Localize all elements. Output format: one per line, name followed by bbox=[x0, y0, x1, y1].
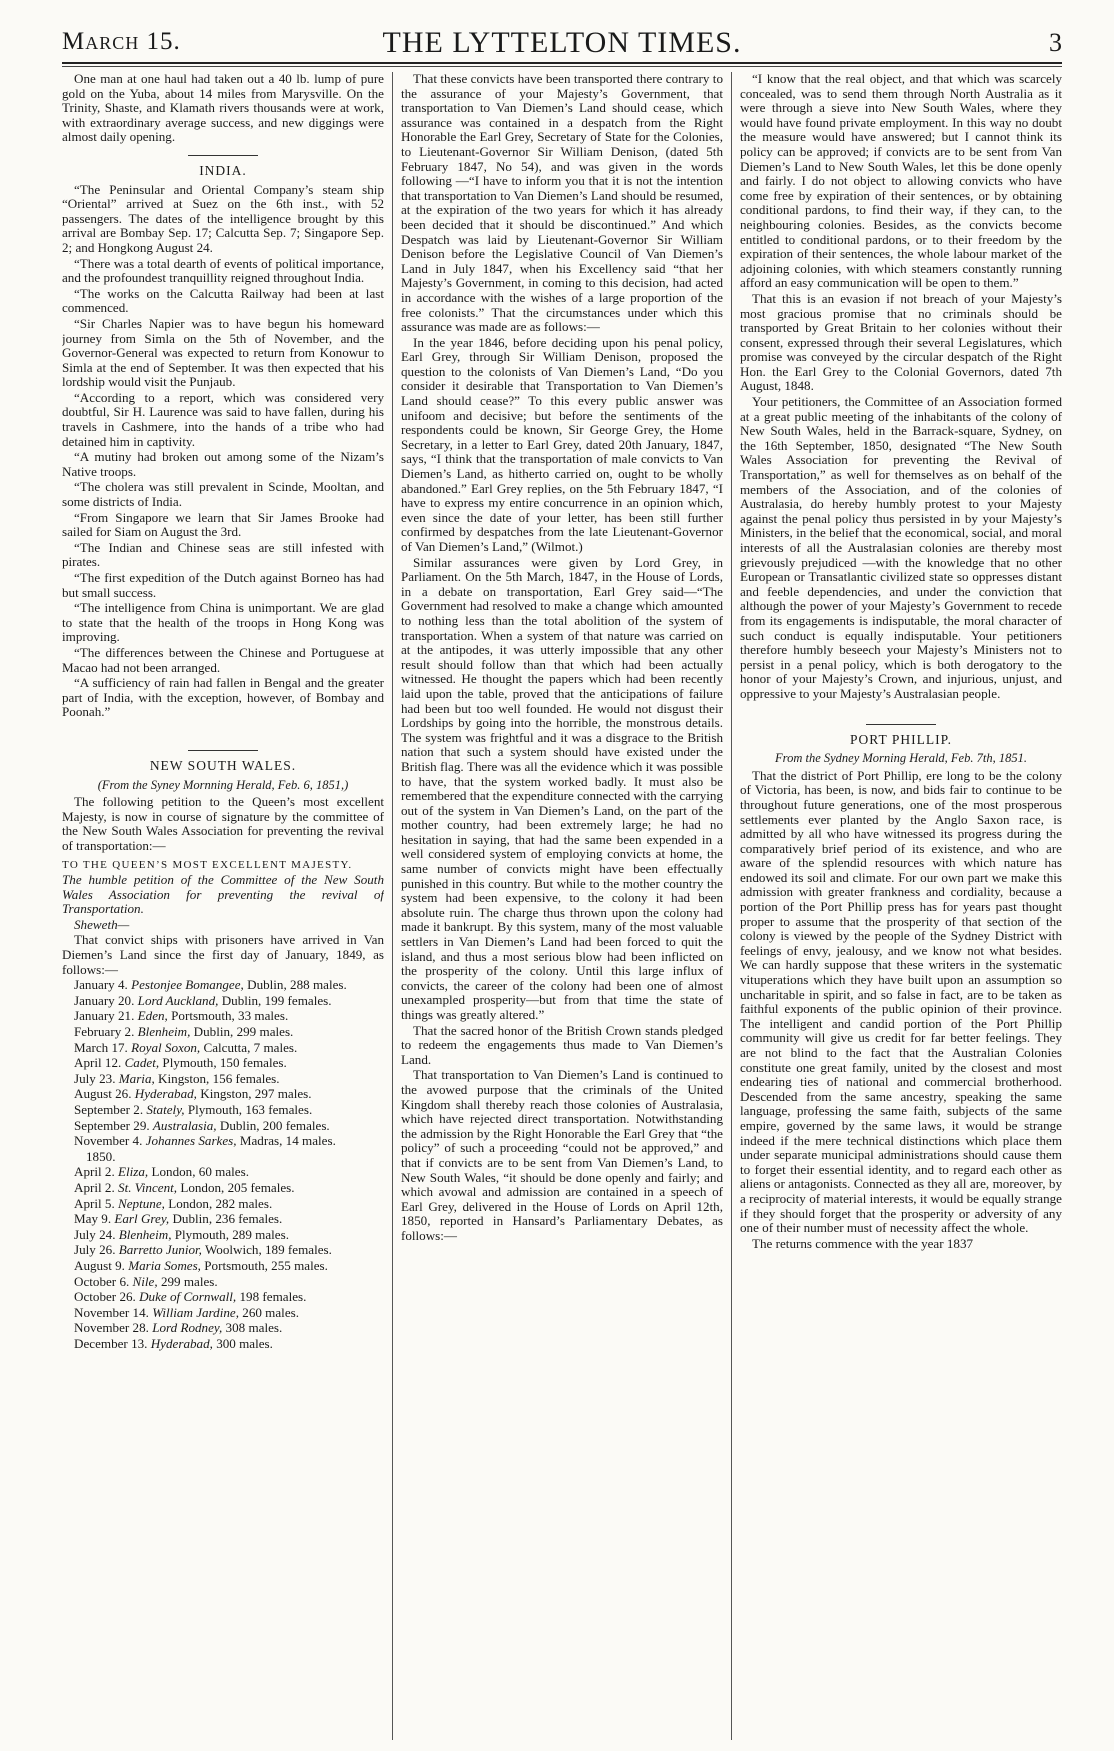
article-paragraph: That these convicts have been transported there contrary to the assurance of your Majesty’s Government, that transportation to Van Diemen’s Land should cease, which assurance was contained in a despatch from the Right Honorable the Earl Grey, Secretary of State for the Colonies, to Lieutenant-Governor Sir William Denison, (dated 5th February 1847, No 54), and was given in the words following —“I have to inform you that it is not the intention that transportation to Van Diemen’s Land should be resumed, at the expiration of the two years for which it has already been decided that it should be discontinued.” And which Despatch was laid by Lieutenant-Governor Sir William Denison before the Legislative Council of Van Diemen’s Land in July 1847, when his Excellency said “that her Majesty’s Government, in coming to this decision, had acted in accordance with the wishes of a large proportion of the free colonists.” That the circumstances under which this assurance was made are as follows:— bbox=[401, 72, 723, 335]
ship-rest: Calcutta, 7 males. bbox=[203, 1039, 298, 1055]
column-1 bbox=[62, 72, 384, 1740]
ship-date: November 14. bbox=[74, 1304, 149, 1320]
ship-name: Hyderabad, bbox=[134, 1086, 197, 1102]
ship-date: April 2. bbox=[74, 1164, 115, 1180]
ship-rest: Portsmouth, 255 males. bbox=[204, 1257, 328, 1273]
article-paragraph: Your petitioners, the Committee of an Association formed at a great public meeting of the inhabitants of the colony of New South Wales, held in the Barrack-square, Sydney, on the 16th September, 1850, designated “The New South Wales Association for preventing the Revival of Transportation,” as well for themselves as on behalf of the members of the Association, and of the colonies of Australasia, do hereby humbly protest to your Majesty against the penal policy thus persisted in by your Majesty’s Ministers, in the belief that the economical, social, and moral interests of all the Australasian colonies are thereby most grievously prejudiced —with the knowledge that no other European or Transatlantic civilized state so oppresses distant and feeble dependencies, and under the conviction that although the power of your Majesty’s Government to recede from its engagements is indisputable, the moral character of such conduct is equally indisputable. Your petitioners therefore humbly beseech your Majesty’s Ministers not to persist in a penal policy, which is both derogatory to the honor of your Majesty’s Crown, and injurious, unjust, and oppressive to your Majesty’s Australasian people. bbox=[740, 394, 1062, 701]
ship-date: December 13. bbox=[74, 1335, 148, 1351]
article-paragraph: The returns commence with the year 1837 bbox=[752, 1235, 974, 1251]
ship-rest: Dublin, 236 females. bbox=[172, 1211, 283, 1227]
ship-name: Blenheim, bbox=[118, 1226, 172, 1242]
ship-name: Lord Auckland, bbox=[137, 992, 219, 1008]
ship-date: January 20. bbox=[74, 992, 135, 1008]
article-paragraph: “The intelligence from China is unimportant. We are glad to state that the health of the troops in Hong Kong was improving. bbox=[62, 600, 384, 645]
ship-date: January 4. bbox=[74, 977, 128, 993]
ship-rest: Kingston, 156 females. bbox=[158, 1070, 280, 1086]
ship-entry bbox=[62, 1306, 384, 1321]
ship-entry bbox=[62, 1165, 384, 1180]
article-paragraph: That transportation to Van Diemen’s Land is continued to the avowed purpose that the criminals of the United Kingdom shall thereby reach those colonies of Australasia, which have rejected direct transportation. Notwithstanding the admission by the Right Honorable the Earl Grey that “the policy” of such a proceeding “could not be approved,” and that if convicts are to be sent from Van Diemen’s Land, to New South Wales, “it should be done openly and fairly; and which avowal and admission are contained in a speech of Earl Grey, delivered in the House of Lords on April 12th, 1850, reported in Hansard’s Parliamentary Debates, as follows:— bbox=[401, 1067, 723, 1243]
ship-date: July 24. bbox=[74, 1226, 116, 1242]
article-paragraph: “Sir Charles Napier was to have begun his homeward journey from Simla on the 5th of November, and the Governor-General was expected to return from Konowur to Simla at the end of September. It was then expected that his lordship would visit the Punjaub. bbox=[62, 315, 384, 390]
article-paragraph: One man at one haul had taken out a 40 lb. lump of pure gold on the Yuba, about 14 miles from Marysville. On the Trinity, Shaste, and Klamath rivers thousands were at work, with extraordinary average success, and new diggings were almost daily opening. bbox=[62, 72, 384, 145]
section-divider bbox=[188, 750, 258, 751]
article-paragraph: That the sacred honor of the British Crown stands pledged to redeem the engagements thus made to Van Diemen’s Land. bbox=[401, 1022, 723, 1067]
ship-rest: Dublin, 288 males. bbox=[247, 977, 347, 993]
nsw-source: (From the Syney Mornning Herald, Feb. 6, 1851,) bbox=[97, 777, 349, 792]
page-number: 3 bbox=[1049, 28, 1062, 57]
ship-entry bbox=[62, 1212, 384, 1227]
ship-rest: 299 males. bbox=[160, 1273, 218, 1289]
newspaper-title: THE LYTTELTON TIMES. bbox=[382, 26, 742, 59]
ship-name: Australasia, bbox=[152, 1117, 217, 1133]
ship-name: Earl Grey, bbox=[114, 1211, 170, 1227]
ship-rest: 300 males. bbox=[216, 1335, 273, 1351]
ship-rest: Dublin, 199 females. bbox=[221, 992, 332, 1008]
ship-name: Blenheim, bbox=[137, 1024, 191, 1040]
article-paragraph: “From Singapore we learn that Sir James Brooke had sailed for Siam on August the 3rd. bbox=[62, 509, 384, 540]
ship-entry bbox=[62, 1056, 384, 1071]
ship-entry bbox=[62, 978, 384, 993]
ship-rest: Woolwich, 189 females. bbox=[204, 1242, 332, 1258]
ship-rest: Madras, 14 males. bbox=[239, 1133, 336, 1149]
ship-rest: London, 282 males. bbox=[168, 1195, 273, 1211]
ship-entry bbox=[62, 1134, 384, 1149]
ship-date: April 2. bbox=[74, 1179, 115, 1195]
ship-date: January 21. bbox=[74, 1008, 135, 1024]
masthead bbox=[62, 18, 1062, 62]
ship-rest: Plymouth, 150 females. bbox=[162, 1055, 287, 1071]
ship-entry bbox=[62, 1025, 384, 1040]
petition-sheweth: Sheweth— bbox=[74, 916, 130, 932]
article-paragraph: In the year 1846, before deciding upon his penal policy, Earl Grey, through Sir William Denison, proposed the question to the colonists of Van Diemen’s Land, “Do you consider it desirable that Transportation to Van Diemen’s Land should cease?” To this every public answer was unifoom and decisive; but before the sentiments of the respondents could be known, Sir George Grey, the Home Secretary, in a letter to Earl Grey, dated 20th January, 1847, says, “I think that the transportation of male convicts to Van Diemen’s Land, as hitherto carried on, ought to be wholly abandoned.” Earl Grey replies, on the 5th February 1847, “I have to express my entire concurrence in an opinion which, even since the date of your letter, has been still further confirmed by despatches from the late Lieutenant-Governor of Van Diemen’s Land,” (Wilmot.) bbox=[401, 334, 723, 554]
ship-date: July 26. bbox=[74, 1242, 116, 1258]
ship-entry bbox=[62, 1087, 384, 1102]
ship-name: Maria Somes, bbox=[128, 1257, 201, 1273]
ship-list-1850 bbox=[62, 1165, 384, 1351]
article-paragraph: “The cholera was still prevalent in Scinde, Mooltan, and some districts of India. bbox=[62, 479, 384, 510]
section-heading-port-phillip: PORT PHILLIP. bbox=[850, 731, 952, 747]
article-paragraph: “The Indian and Chinese seas are still infested with pirates. bbox=[62, 539, 384, 570]
article-paragraph: “I know that the real object, and that which was scarcely concealed, was to send them through North Australia as it were through a sieve into New South Wales, where they would have found private employment. In this way no doubt the measure would have answered; but I cannot think its policy can be approved; if convicts are to be sent from Van Diemen’s Land to New South Wales, let this be done openly and fairly. I do not object to allowing convicts who have come free by expiration of their sentences, or by obtaining conditional pardons, to find their way, if they can, to the neighbouring colonies. Besides, as the convicts become entitled to conditional pardons, or to their freedom by the expiration of their sentences, the whole labour market of the adjoining colonies, with which steamers constantly running afford an easy communication will be open to them.” bbox=[740, 72, 1062, 291]
ship-rest: Plymouth, 289 males. bbox=[174, 1226, 289, 1242]
ship-name: Cadet, bbox=[124, 1055, 160, 1071]
article-paragraph: “The differences between the Chinese and Portuguese at Macao had not been arranged. bbox=[62, 644, 384, 675]
ship-name: Barretto Junior, bbox=[118, 1242, 202, 1258]
article-paragraph: “The Peninsular and Oriental Company’s steam ship “Oriental” arrived at Suez on the 6th inst., with 52 passengers. The dates of the intelligence brought by this arrival are Bombay Sep. 17; Calcutta Sep. 7; Singapore Sep. 2; and Hongkong August 24. bbox=[62, 181, 384, 255]
ship-list-1849 bbox=[62, 978, 384, 1149]
ship-entry bbox=[62, 994, 384, 1009]
ship-entry bbox=[62, 1228, 384, 1243]
ship-name: William Jardine, bbox=[152, 1304, 239, 1320]
ship-date: August 26. bbox=[74, 1086, 132, 1102]
section-heading-india: INDIA. bbox=[199, 162, 247, 178]
section-divider bbox=[188, 155, 258, 156]
issue-date: March 15. bbox=[62, 28, 181, 55]
ship-entry bbox=[62, 1009, 384, 1024]
article-paragraph: “A sufficiency of rain had fallen in Bengal and the greater part of India, with the exception, however, of Bombay and Poonah.” bbox=[62, 675, 384, 720]
petition-title: The humble petition of the Committee of the New South Wales Association for preventing the revival of Transportation. bbox=[62, 872, 384, 917]
masthead-rule-thin bbox=[62, 66, 1062, 67]
ship-date: October 6. bbox=[74, 1273, 130, 1289]
masthead-rule bbox=[62, 62, 1062, 64]
ship-name: Duke of Cornwall, bbox=[139, 1289, 237, 1305]
ship-date: February 2. bbox=[74, 1024, 135, 1040]
article-paragraph: Similar assurances were given by Lord Grey, in Parliament. On the 5th March, 1847, in the House of Lords, in a debate on transportation, Earl Grey said—“The Government had resolved to make a change which amounted to nothing less than the total abolition of the system of transportation. When a system of that nature was carried on at the antipodes, it was utterly impossible that any other result should follow than that which had been actually witnessed. He thought the papers which had been recently laid upon the table, proved that the anticipations of failure had been but too well founded. He would not disgust their Lordships by going into the horrible, the monstrous details. The system was frightful and it was a disgrace to the British nation that such a system should have existed under the British flag. There was all the evidence which it was possible to have, that the system worked badly. It must also be remembered that the expenditure connected with the carrying out of the system in Van Diemen’s Land, on the part of the mother country, had been extremely large; he had no hesitation in saying, that had the same been expended in a well considered system of employing convicts at home, the same number of convicts might have been effectually punished in this country. But while to the mother country the system had been expensive, to the colony it had been absolute ruin. The charge thus thrown upon the colony had made it bankrupt. By this system, many of the most valuable settlers in Van Diemen’s Land had been forced to quit the island, and thus a most serious blow had been inflicted on the prosperity of the colony. Until this large influx of convicts, the career of the colony had been one of almost unexampled prosperity—but from that time the state of things was greatly altered.” bbox=[401, 554, 723, 1022]
ship-name: St. Vincent, bbox=[118, 1179, 178, 1195]
ship-date: August 9. bbox=[74, 1257, 125, 1273]
article-paragraph: That convict ships with prisoners have arrived in Van Diemen’s Land since the first day of January, 1849, as follows:— bbox=[62, 932, 384, 977]
article-paragraph: “According to a report, which was considered very doubtful, Sir H. Laurence was said to have fallen, during his travels in Cashmere, into the hands of a tribe who had detained him in captivity. bbox=[62, 389, 384, 449]
section-divider bbox=[866, 724, 936, 725]
ship-rest: London, 205 females. bbox=[180, 1179, 295, 1195]
ship-entry bbox=[62, 1321, 384, 1336]
ship-name: Maria, bbox=[118, 1070, 155, 1086]
ship-date: May 9. bbox=[74, 1211, 112, 1227]
ship-entry bbox=[62, 1337, 384, 1352]
article-paragraph: “A mutiny had broken out among some of the Nizam’s Native troops. bbox=[62, 449, 384, 479]
ship-rest: London, 60 males. bbox=[151, 1164, 249, 1180]
ship-name: Johannes Sarkes, bbox=[145, 1133, 237, 1149]
ship-date: October 26. bbox=[74, 1289, 136, 1305]
ship-name: Pestonjee Bomangee, bbox=[131, 977, 244, 993]
ship-name: Eden, bbox=[137, 1008, 168, 1024]
ship-date: September 29. bbox=[74, 1117, 150, 1133]
ship-entry bbox=[62, 1259, 384, 1274]
ship-name: Hyderabad, bbox=[150, 1335, 213, 1351]
ship-date: April 5. bbox=[74, 1195, 115, 1211]
ship-rest: 260 males. bbox=[242, 1304, 299, 1320]
india-article bbox=[62, 183, 384, 720]
ship-date: November 28. bbox=[74, 1320, 149, 1336]
ship-name: Neptune, bbox=[118, 1195, 165, 1211]
ship-rest: 308 males. bbox=[225, 1320, 283, 1336]
ship-date: April 12. bbox=[74, 1055, 122, 1071]
ship-entry bbox=[62, 1197, 384, 1212]
article-paragraph: That this is an evasion if not breach of your Majesty’s most gracious promise that no criminals should be transported by Great Britain to her colonies without their consent, expressed through their several Legislatures, which promise was conveyed by the circular despatch of the Right Hon. the Earl Grey to the Colonial Governors, dated 7th August, 1848. bbox=[740, 290, 1062, 394]
ship-entry bbox=[62, 1181, 384, 1196]
petition-address: TO THE QUEEN’S MOST EXCELLENT MAJESTY. bbox=[62, 858, 353, 871]
article-paragraph: “The works on the Calcutta Railway had been at last commenced. bbox=[62, 285, 384, 316]
ship-rest: Dublin, 299 males. bbox=[193, 1024, 294, 1040]
ship-date: September 2. bbox=[74, 1102, 144, 1117]
ship-name: Nile, bbox=[132, 1273, 158, 1289]
ship-entry bbox=[62, 1041, 384, 1056]
port-phillip-article bbox=[740, 769, 1062, 1252]
ship-entry bbox=[62, 1103, 384, 1118]
year-label: 1850. bbox=[86, 1148, 116, 1164]
ship-name: Royal Soxon, bbox=[131, 1039, 201, 1055]
ship-entry bbox=[62, 1119, 384, 1134]
ship-entry bbox=[62, 1072, 384, 1087]
port-phillip-source: From the Sydney Morning Herald, Feb. 7th, 1851. bbox=[775, 751, 1027, 766]
petition-continued bbox=[740, 72, 1062, 702]
column-2 bbox=[401, 72, 723, 1740]
article-paragraph: That the district of Port Phillip, ere long to be the colony of Victoria, has been, is now, and bids fair to continue to be throughout future generations, one of the most prosperous settlements ever planted by the Anglo Saxon race, is admitted by all who have witnessed its progress during the comparatively brief period of its existence, and who are aware of the splendid resources with which nature has endowed its soil and climate. For our own part we make this admission with greater frankness and cordiality, because a portion of the Port Phillip press has for years past thought proper to assume that the prosperity of that section of the colony is viewed by the people of the Sydney District with feelings of envy, jealousy, and we know not what besides. We can hardly suppose that these writers in the systematic vituperations which they have built upon an assumption so uncharitable in spirit, and so false in fact, are to be taken as faithful exponents of the public opinion of their province. The intelligent and candid portion of the Port Phillip community will give us credit for far better feelings. They are not blind to the fact that the Australian Colonies constitute one great family, united by the closest and most endearing ties of national and commercial brotherhood. Descended from the same ancestry, speaking the same language, professing the same faith, subjects of the same empire, governed by the same laws, it would be strange indeed if the mere technical distinctions which place them under separate municipal administrations should cause them to forget their essential identity, and to regard each other as aliens or antagonists. Connected as they all are, moreover, by a reciprocity of material interests, it would be equally strange if they should forget that the prosperity or adversity of any one of their number must of necessity affect the whole. bbox=[740, 767, 1062, 1236]
ship-date: November 4. bbox=[74, 1133, 143, 1149]
section-heading-nsw: NEW SOUTH WALES. bbox=[149, 757, 297, 773]
ship-date: March 17. bbox=[74, 1039, 128, 1055]
ship-date: July 23. bbox=[74, 1070, 116, 1086]
article-paragraph: “The first expedition of the Dutch against Borneo has had but small success. bbox=[62, 570, 384, 600]
article-paragraph: “There was a total dearth of events of political importance, and the profoundest tranquillity reigned throughout India. bbox=[62, 255, 384, 286]
article-paragraph: The following petition to the Queen’s most excellent Majesty, is now in course of signature by the committee of the New South Wales Association for preventing the revival of transportation:— bbox=[62, 794, 384, 853]
ship-rest: Kingston, 297 males. bbox=[200, 1086, 312, 1102]
ship-rest: 198 females. bbox=[239, 1289, 307, 1305]
ship-name: Stately, bbox=[146, 1102, 185, 1117]
column-rule bbox=[731, 72, 732, 1740]
ship-rest: Portsmouth, 33 males. bbox=[171, 1008, 289, 1024]
column-3 bbox=[740, 72, 1062, 1740]
ship-rest: Plymouth, 163 females. bbox=[187, 1102, 313, 1117]
ship-entry bbox=[62, 1290, 384, 1305]
ship-rest: Dublin, 200 females. bbox=[219, 1117, 330, 1133]
ship-name: Lord Rodney, bbox=[152, 1320, 223, 1336]
ship-name: Eliza, bbox=[118, 1164, 149, 1180]
ship-entry bbox=[62, 1243, 384, 1258]
ship-entry bbox=[62, 1275, 384, 1290]
column-rule bbox=[392, 72, 393, 1740]
